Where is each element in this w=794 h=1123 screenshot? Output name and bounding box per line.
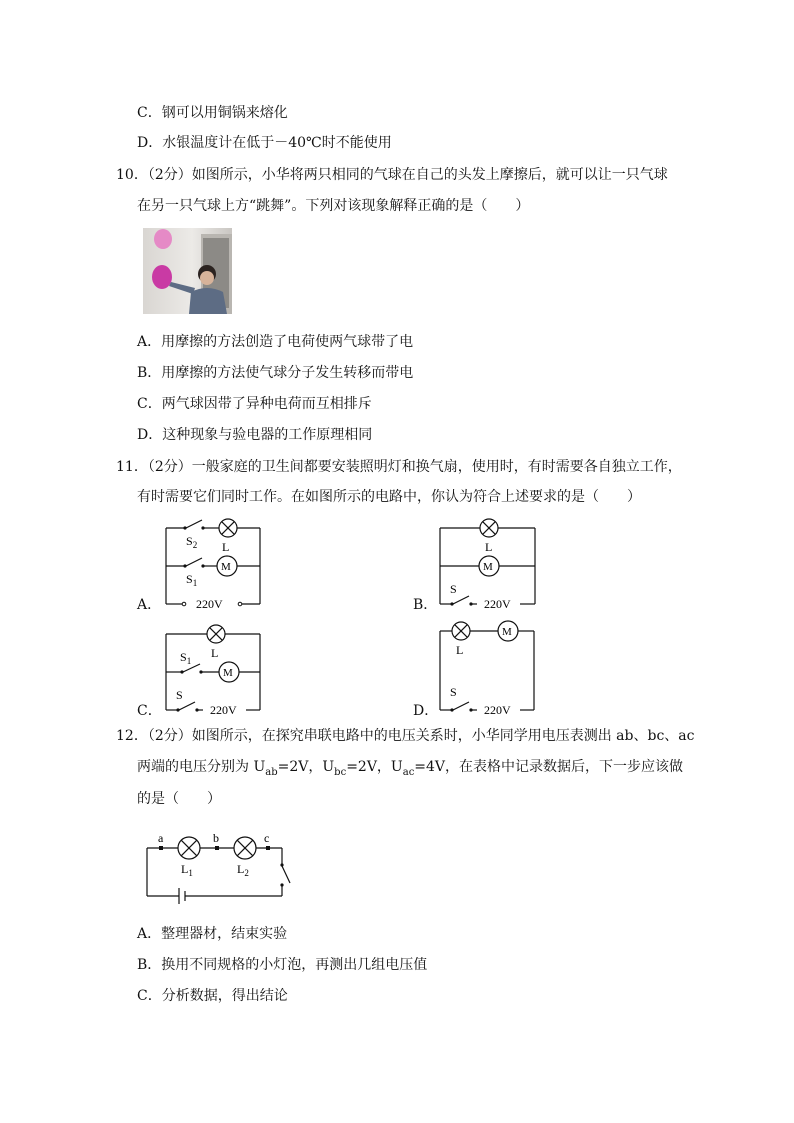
svg-text:L: L [456, 643, 464, 657]
svg-text:L: L [211, 646, 219, 660]
svg-text:220V: 220V [210, 703, 237, 714]
svg-text:220V: 220V [484, 597, 511, 608]
q11-option-c-label: C． [137, 703, 162, 719]
lamp-label: L [222, 540, 230, 554]
svg-text:L1: $L_1$ [181, 862, 193, 878]
svg-text:a: a [158, 831, 164, 845]
circuit-c [160, 622, 270, 718]
q10-stem-line1: 10．（2分）如图所示，小华将两只相同的气球在自己的头发上摩擦后，就可以让一只气球 [116, 167, 668, 183]
svg-text:L: L [485, 540, 493, 554]
balloon-photo [143, 228, 232, 314]
q10-stem-line2: 在另一只气球上方“跳舞”。下列对该现象解释正确的是（ ） [137, 198, 530, 214]
q11-option-d-label: D． [413, 703, 439, 719]
q12-stem-line2: 两端的电压分别为 $U_{ab}=2V$，$U_{bc}=2V$，$U_{ac}=4V$，在表格中记录数据后，下一步应该做 [137, 759, 684, 778]
svg-text:M: M [502, 626, 512, 638]
q11-stem-line1: 11．（2分）一般家庭的卫生间都要安装照明灯和换气扇，使用时，有时需要各自独立工作， [116, 459, 682, 475]
q11-option-b-label: B． [413, 597, 438, 613]
svg-text:S: S [176, 688, 183, 702]
q9-option-d: D．水银温度计在低于－40℃时不能使用 [137, 135, 392, 151]
q10-option-b: B．用摩擦的方法使气球分子发生转移而带电 [137, 365, 414, 381]
q12-stem-line1: 12．（2分）如图所示，在探究串联电路中的电压关系时，小华同学用电压表测出 ab、bc、ac [116, 728, 695, 744]
q11-stem-line2: 有时需要它们同时工作。在如图所示的电路中，你认为符合上述要求的是（ ） [137, 489, 641, 505]
q12-stem-line3: 的是（ ） [137, 791, 221, 807]
svg-text:220V: 220V [484, 703, 511, 714]
q10-option-a: A．用摩擦的方法创造了电荷使两气球带了电 [137, 334, 414, 350]
circuit-b [434, 516, 544, 612]
svg-text:L2: $L_2$ [237, 862, 249, 878]
svg-text:S: S [450, 582, 457, 596]
q10-option-d: D．这种现象与验电器的工作原理相同 [137, 427, 373, 443]
q10-option-c: C．两气球因带了异种电荷而互相排斥 [137, 396, 372, 412]
q12-option-a: A．整理器材，结束实验 [137, 926, 288, 942]
voltage-label: 220V [196, 597, 223, 608]
motor-label: M [221, 561, 231, 573]
q12-option-c: C．分析数据，得出结论 [137, 988, 288, 1004]
switch-s1-label: $S_1$ [186, 572, 198, 588]
switch-s2-label: $S_2$ [186, 534, 198, 550]
svg-text:M: M [483, 561, 493, 573]
series-circuit [142, 828, 302, 908]
svg-text:c: c [264, 831, 270, 845]
q11-option-a-label: A． [137, 597, 162, 613]
svg-text:S: S [450, 685, 457, 699]
circuit-a [160, 516, 270, 612]
svg-text:M: M [223, 667, 233, 679]
svg-text:b: b [213, 831, 219, 845]
q9-option-c: C．钢可以用铜锅来熔化 [137, 105, 288, 121]
svg-text:S1: $S_1$ [180, 650, 192, 666]
q12-option-b: B．换用不同规格的小灯泡，再测出几组电压值 [137, 957, 428, 973]
circuit-d [434, 618, 544, 718]
